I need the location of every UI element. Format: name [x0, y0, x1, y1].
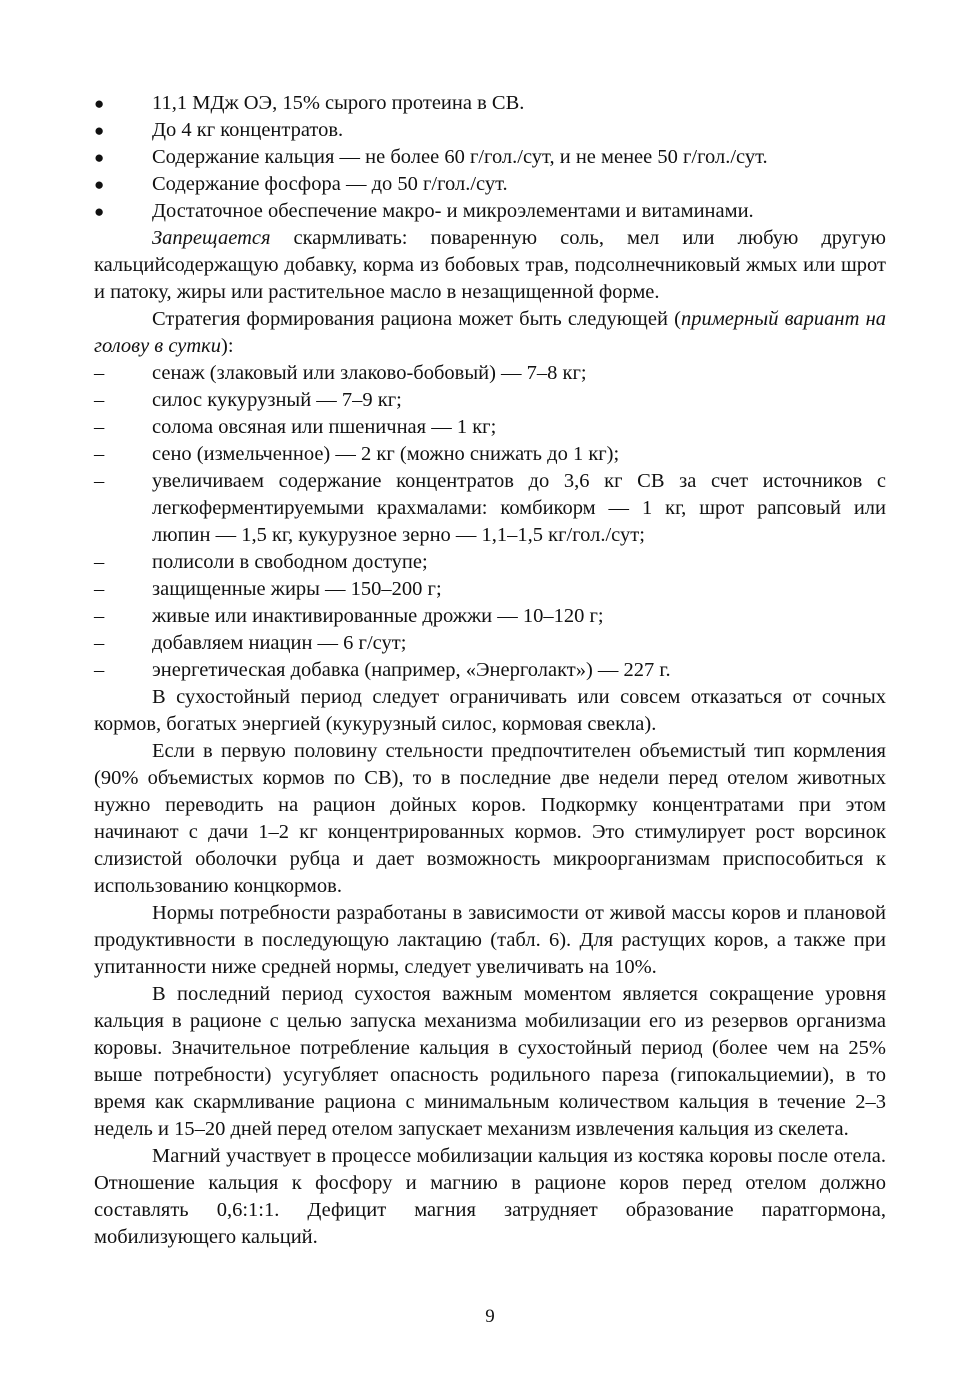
list-item-text: сено (измельченное) — 2 кг (можно снижать до 1 кг);: [152, 443, 620, 465]
dash-marker: –: [94, 659, 105, 681]
list-item: [94, 549, 886, 576]
list-item: [94, 171, 886, 198]
strategy-italic: примерный вариант на голову в сутки: [94, 308, 887, 357]
list-item-text: добавляем ниацин — 6 г/сут;: [152, 632, 407, 654]
dash-list: [94, 360, 886, 684]
prohibited-lead: Запрещается: [152, 227, 271, 249]
dash-marker: –: [94, 362, 105, 384]
list-item: [94, 603, 886, 630]
list-item-text: Содержание фосфора — до 50 г/гол./сут.: [152, 173, 508, 195]
list-item: [94, 657, 886, 684]
bullet-marker: ●: [94, 148, 105, 167]
dash-marker: –: [94, 578, 105, 600]
list-item-text: Содержание кальция — не более 60 г/гол./сут, и не менее 50 г/гол./сут.: [152, 146, 768, 168]
list-item: [94, 90, 886, 117]
list-item-text: силос кукурузный — 7–9 кг;: [152, 389, 402, 411]
list-item-text: полисоли в свободном доступе;: [152, 551, 428, 573]
list-item-text: увеличиваем содержание концентратов до 3,6 кг СВ за счет источников с легкоферментируемыми крахмалами: комбикорм — 1 кг, шрот рапсовый или люпин — 1,5 кг, кукурузное зерно — 1,1–1,5 кг/гол./сут;: [152, 470, 886, 546]
list-item: [94, 576, 886, 603]
paragraph: В последний период сухостоя важным моментом является сокращение уровня кальция в рационе с целью запуска механизма мобилизации его из резервов организма коровы. Значительное потребление кальция в сухостойный период (более чем на 25% выше потребности) усугубляет опасность родильного пареза (гипокальциемии), в то время как скармливание рациона с минимальным количеством кальция в течение 2–3 недель и 15–20 дней перед отелом запускает механизм извлечения кальция из скелета.: [94, 983, 886, 1140]
dash-marker: –: [94, 443, 105, 465]
list-item-text: живые или инактивированные дрожжи — 10–120 г;: [152, 605, 604, 627]
strategy-end: ):: [221, 335, 234, 357]
list-item-text: До 4 кг концентратов.: [152, 119, 344, 141]
list-item: [94, 117, 886, 144]
list-item: [94, 468, 886, 549]
list-item: [94, 387, 886, 414]
strategy-paragraph: [94, 306, 886, 360]
bullet-list: [94, 90, 886, 225]
dash-marker: –: [94, 605, 105, 627]
paragraph: Нормы потребности разработаны в зависимости от живой массы коров и плановой продуктивности в последующую лактацию (табл. 6). Для растущих коров, а также при упитанности ниже средней нормы, следует увеличивать на 10%.: [94, 902, 886, 978]
dash-marker: –: [94, 632, 105, 654]
paragraph: Если в первую половину стельности предпочтителен объемистый тип кормления (90% объемистых кормов по СВ), то в последние две недели перед отелом животных нужно переводить на рацион дойных коров. Подкормку концентратами при этом начинают с дачи 1–2 кг концентрированных кормов. Это стимулирует рост ворсинок слизистой оболочки рубца и дает возможность микроорганизмам приспособиться к использованию концкормов.: [94, 740, 886, 897]
list-item-text: сенаж (злаковый или злаково-бобовый) — 7–8 кг;: [152, 362, 587, 384]
dash-marker: –: [94, 389, 105, 411]
dash-marker: –: [94, 416, 105, 438]
dash-marker: –: [94, 470, 105, 492]
paragraph: Магний участвует в процессе мобилизации кальция из костяка коровы после отела. Отношение кальция к фосфору и магнию в рационе коров перед отелом должно составлять 0,6:1:1. Дефицит магния затрудняет образование паратгормона, мобилизующего кальций.: [94, 1145, 886, 1248]
page-body: [94, 90, 886, 1251]
list-item: [94, 441, 886, 468]
dash-marker: –: [94, 551, 105, 573]
list-item-text: защищенные жиры — 150–200 г;: [152, 578, 442, 600]
list-item: [94, 198, 886, 225]
bullet-marker: ●: [94, 121, 105, 140]
list-item-text: энергетическая добавка (например, «Энерголакт») — 227 г.: [152, 659, 671, 681]
page-number: 9: [485, 1306, 495, 1327]
list-item-text: 11,1 МДж ОЭ, 15% сырого протеина в СВ.: [152, 92, 525, 114]
prohibited-text: скармливать: поваренную соль, мел или любую другую кальцийсодержащую добавку, корма из бобовых трав, подсолнечниковый жмых или шрот и патоку, жиры или растительное масло в незащищенной форме.: [94, 227, 886, 303]
list-item: [94, 414, 886, 441]
bullet-marker: ●: [94, 94, 105, 113]
list-item: [94, 144, 886, 171]
bullet-marker: ●: [94, 175, 105, 194]
prohibited-paragraph: [94, 225, 886, 306]
strategy-text: Стратегия формирования рациона может быть следующей (: [152, 308, 681, 330]
list-item-text: Достаточное обеспечение макро- и микроэлементами и витаминами.: [152, 200, 754, 222]
paragraph: В сухостойный период следует ограничивать или совсем отказаться от сочных кормов, богатых энергией (кукурузный силос, кормовая свекла).: [94, 686, 886, 735]
bullet-marker: ●: [94, 202, 105, 221]
list-item-text: солома овсяная или пшеничная — 1 кг;: [152, 416, 497, 438]
list-item: [94, 360, 886, 387]
list-item: [94, 630, 886, 657]
